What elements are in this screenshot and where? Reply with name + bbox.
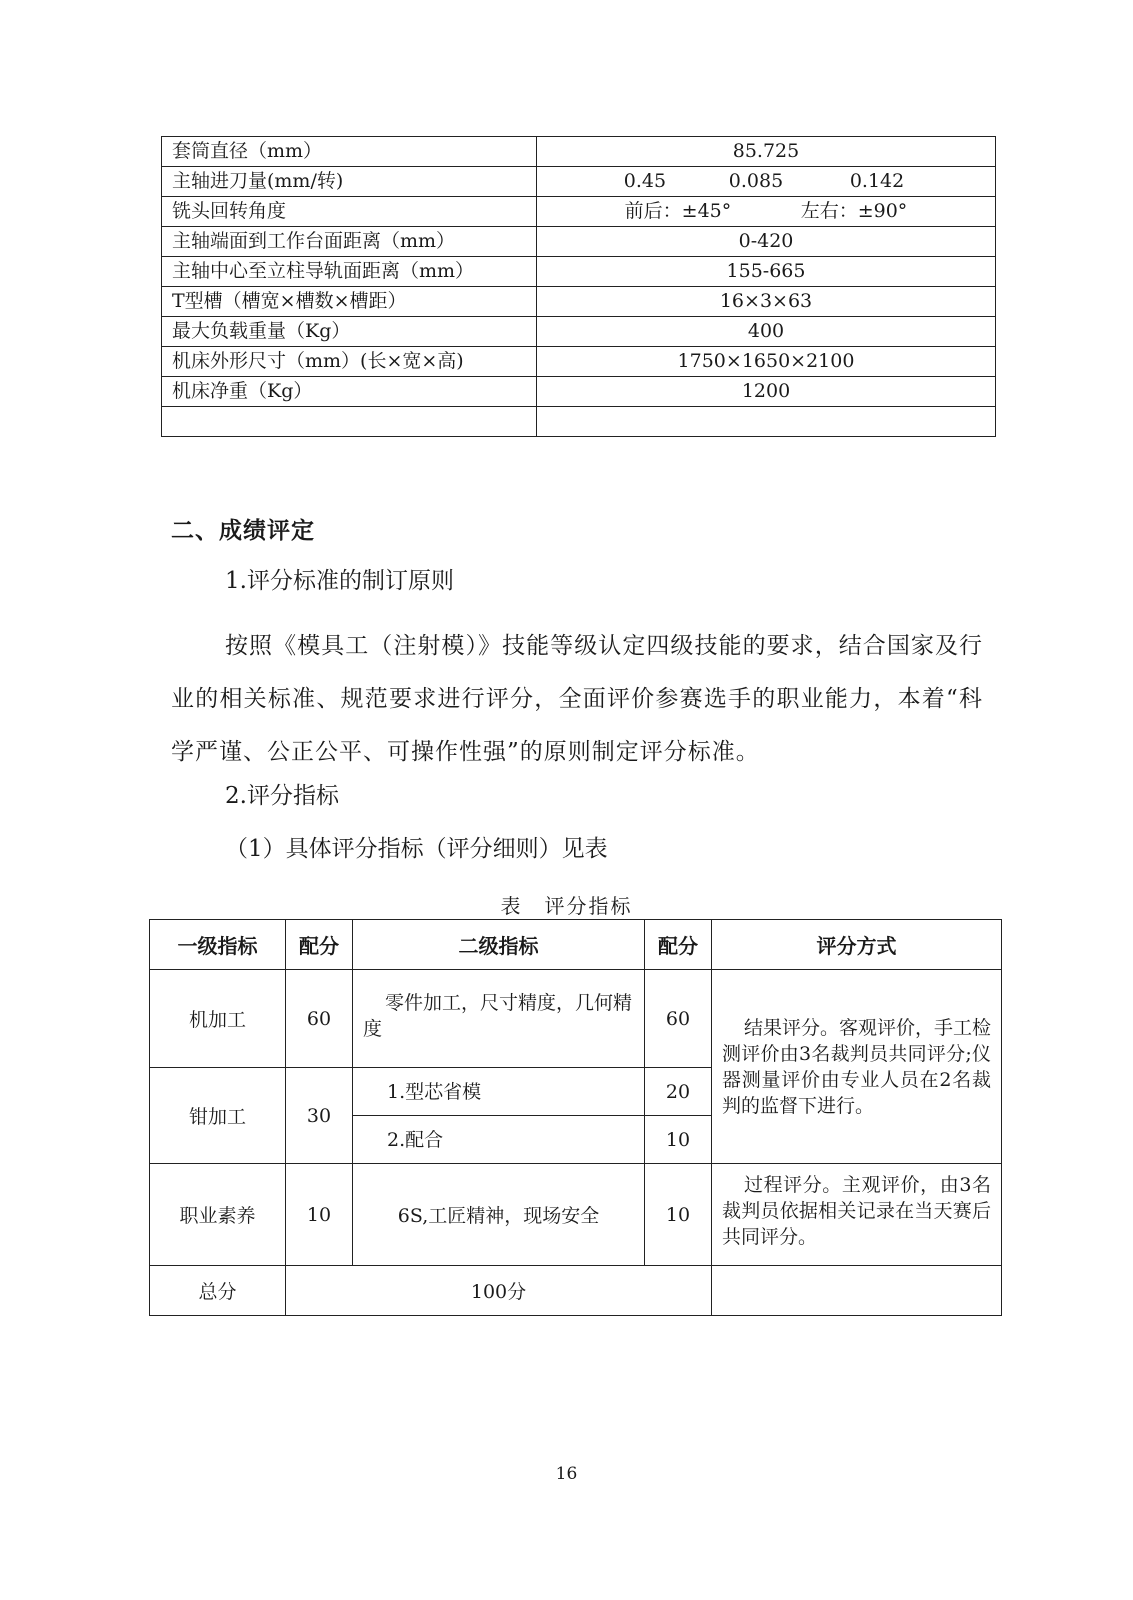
table-row <box>162 137 996 167</box>
spec-value <box>537 167 996 197</box>
scoring-method-cell: 过程评分。主观评价，由3名裁判员依据相关记录在当天赛后共同评分。 <box>712 1164 1002 1266</box>
scoring-method-cell: 结果评分。客观评价，手工检测评价由3名裁判员共同评分;仪器测量评价由专业人员在2名裁判的监督下进行。 <box>712 970 1002 1164</box>
table-row <box>162 227 996 257</box>
table-row <box>162 257 996 287</box>
table-row <box>162 317 996 347</box>
level1-cell: 钳加工 <box>150 1068 286 1164</box>
spec-value-item: 前后：±45° <box>624 200 732 222</box>
spec-label: 主轴端面到工作台面距离（mm） <box>162 227 537 257</box>
table-header-row <box>150 920 1002 970</box>
subheading-principles: 1.评分标准的制订原则 <box>225 568 454 594</box>
section-heading: 二、成绩评定 <box>171 517 315 544</box>
level2-cell: 零件加工，尺寸精度，几何精度 <box>353 970 645 1068</box>
spec-label: 套筒直径（mm） <box>162 137 537 167</box>
score1-cell: 60 <box>286 970 353 1068</box>
spec-label: 铣头回转角度 <box>162 197 537 227</box>
spec-label: 主轴中心至立柱导轨面距离（mm） <box>162 257 537 287</box>
level2-cell: 6S,工匠精神，现场安全 <box>353 1164 645 1266</box>
spec-value <box>537 407 996 437</box>
spec-value: 1750×1650×2100 <box>537 347 996 377</box>
spec-label: 机床外形尺寸（mm）(长×宽×高) <box>162 347 537 377</box>
score2-cell: 60 <box>645 970 712 1068</box>
table-row <box>162 377 996 407</box>
score1-cell: 10 <box>286 1164 353 1266</box>
level1-cell: 机加工 <box>150 970 286 1068</box>
spec-value-item: 0.142 <box>849 170 905 192</box>
total-method-cell <box>712 1266 1002 1316</box>
spec-value: 0-420 <box>537 227 996 257</box>
table-total-row <box>150 1266 1002 1316</box>
score1-cell: 30 <box>286 1068 353 1164</box>
spec-value-item: 左右：±90° <box>800 200 908 222</box>
total-label-cell: 总分 <box>150 1266 286 1316</box>
spec-label: 机床净重（Kg） <box>162 377 537 407</box>
column-header: 二级指标 <box>353 920 645 970</box>
table-row <box>162 287 996 317</box>
column-header: 评分方式 <box>712 920 1002 970</box>
level2-cell: 1.型芯省模 <box>353 1068 645 1116</box>
scoring-table <box>149 919 1002 1316</box>
table-row <box>162 167 996 197</box>
spec-label: 主轴进刀量(mm/转) <box>162 167 537 197</box>
subheading-details: （1）具体评分指标（评分细则）见表 <box>225 836 608 862</box>
spec-value: 1200 <box>537 377 996 407</box>
spec-value <box>537 197 996 227</box>
spec-value: 16×3×63 <box>537 287 996 317</box>
spec-value: 155-665 <box>537 257 996 287</box>
spec-value: 85.725 <box>537 137 996 167</box>
spec-value-item: 0.085 <box>728 170 784 192</box>
column-header: 配分 <box>645 920 712 970</box>
spec-value-item: 0.45 <box>623 170 667 192</box>
level1-cell: 职业素养 <box>150 1164 286 1266</box>
table-caption: 表 评分指标 <box>500 894 633 918</box>
table-row <box>162 347 996 377</box>
spec-value: 400 <box>537 317 996 347</box>
spec-label: T型槽（槽宽×槽数×槽距） <box>162 287 537 317</box>
body-paragraph: 按照《模具工（注射模）》技能等级认定四级技能的要求，结合国家及行业的相关标准、规范要求进行评分，全面评价参赛选手的职业能力，本着“科学严谨、公正公平、可操作性强”的原则制定评分标准。 <box>171 633 983 765</box>
table-row <box>150 1164 1002 1266</box>
subheading-indicators: 2.评分指标 <box>225 783 339 809</box>
machine-spec-table <box>161 136 996 437</box>
column-header: 配分 <box>286 920 353 970</box>
spec-label <box>162 407 537 437</box>
table-row <box>162 197 996 227</box>
spec-label: 最大负载重量（Kg） <box>162 317 537 347</box>
level2-cell: 2.配合 <box>353 1116 645 1164</box>
page-number: 16 <box>555 1464 578 1484</box>
column-header: 一级指标 <box>150 920 286 970</box>
table-row <box>150 970 1002 1068</box>
score2-cell: 10 <box>645 1164 712 1266</box>
table-row <box>162 407 996 437</box>
score2-cell: 10 <box>645 1116 712 1164</box>
total-value-cell: 100分 <box>286 1266 712 1316</box>
score2-cell: 20 <box>645 1068 712 1116</box>
